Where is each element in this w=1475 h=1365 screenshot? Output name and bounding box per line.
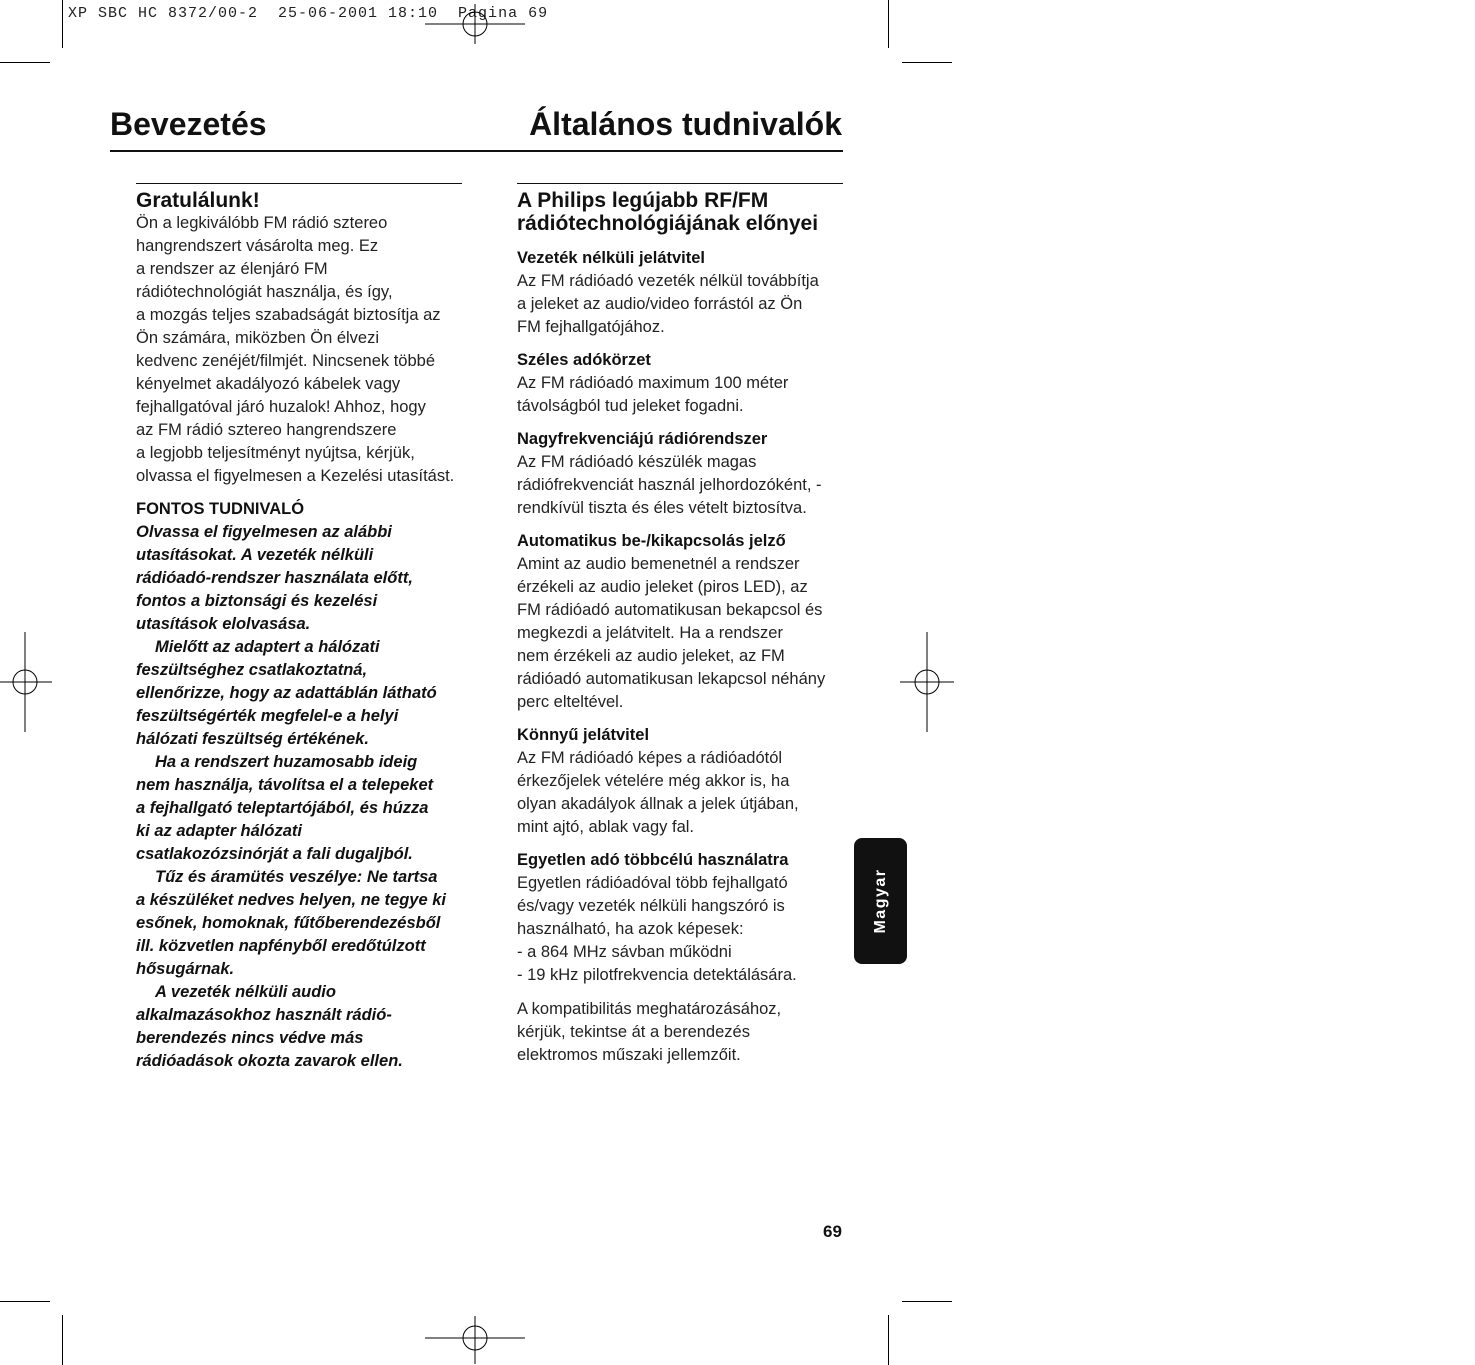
feature-section — [517, 724, 843, 839]
header-rule — [110, 150, 843, 152]
crop-mark — [0, 62, 50, 63]
benefits-heading: A Philips legújabb RF/FM rádiótechnológiájának előnyei — [517, 189, 819, 235]
registration-mark-icon — [425, 4, 525, 44]
intro-paragraph: Ön a legkiválóbb FM rádió sztereo hangrendszert vásárolta meg. Ez a rendszer az élenjáró FM rádiótechnológiát használja, és így, a mozgás teljes szabadságát biztosítja az Ön számára, miközben Ön élvezi kedvenc zenéjét/filmjét. Nincsenek többé kényelmet akadályozó kábelek vagy fejhallgatóval járó huzalok! Ahhoz, hogy az FM rádió sztereo hangrendszere a legjobb teljesítményt nyújtsa, kérjük, olvassa el figyelmesen a Kezelési utasítást. — [136, 214, 455, 485]
feature-text: Az FM rádióadó készülék magas rádiófrekvenciát használ jelhordozóként, - rendkívül tiszta és éles vételt biztosítva. — [517, 453, 822, 517]
feature-section — [517, 849, 843, 987]
important-paragraph: Mielőtt az adaptert a hálózati feszültséghez csatlakoztatná, ellenőrizze, hogy az adattáblán látható feszültségérték megfelel-e a helyi hálózati feszültség értékének. — [136, 638, 437, 748]
crop-mark — [62, 1315, 63, 1365]
feature-title: Könnyű jelátvitel — [517, 726, 650, 744]
important-paragraph: Olvassa el figyelmesen az alábbi utasításokat. A vezeték nélküli rádióadó-rendszer használata előtt, fontos a biztonsági és kezelési utasítások elolvasása. — [136, 523, 413, 633]
section-rule — [136, 183, 462, 184]
important-paragraph: A vezeték nélküli audio alkalmazásokhoz használt rádió- berendezés nincs védve más rádióadások okozta zavarok ellen. — [136, 983, 403, 1070]
registration-mark-icon — [0, 632, 52, 732]
header-section-right: Általános tudnivalók — [529, 106, 842, 142]
feature-text: Az FM rádióadó maximum 100 méter távolságból tud jeleket fogadni. — [517, 374, 789, 415]
important-title: FONTOS TUDNIVALÓ — [136, 500, 305, 518]
feature-text: Amint az audio bemenetnél a rendszer érzékeli az audio jeleket (piros LED), az FM rádióadó automatikusan bekapcsol és megkezdi a jelátvitelt. Ha a rendszer nem érzékeli az audio jeleket, az FM rádióadó automatikusan lekapcsol néhány perc elteltével. — [517, 555, 826, 711]
crop-mark — [888, 1315, 889, 1365]
page-number: 69 — [823, 1222, 842, 1241]
crop-mark — [0, 1301, 50, 1302]
feature-section — [517, 530, 843, 714]
crop-mark — [888, 0, 889, 48]
closing-paragraph: A kompatibilitás meghatározásához, kérjük, tekintse át a berendezés elektromos műszaki jellemzőit. — [517, 1000, 782, 1064]
congrats-heading: Gratulálunk! — [136, 189, 260, 212]
important-paragraph: Ha a rendszert huzamosabb ideig nem használja, távolítsa el a telepeket a fejhallgató teleptartójából, és húzza ki az adapter hálózati csatlakozózsinórját a fali dugaljból. — [136, 753, 434, 863]
feature-title: Nagyfrekvenciájú rádiórendszer — [517, 430, 768, 448]
registration-mark-icon — [425, 1316, 525, 1364]
feature-section — [517, 247, 843, 339]
crop-mark — [902, 1301, 952, 1302]
feature-text: Az FM rádióadó vezeték nélkül továbbítja a jeleket az audio/video forrástól az Ön FM fejhallgatójához. — [517, 272, 819, 336]
important-paragraph: Tűz és áramütés veszélye: Ne tartsa a készüléket nedves helyen, ne tegye ki esőnek, homoknak, fűtőberendezésből ill. közvetlen napfényből eredőtúlzott hősugárnak. — [136, 868, 446, 978]
left-column — [136, 183, 462, 1073]
section-rule — [517, 183, 843, 184]
print-slug-line: XP SBC HC 8372/00-2 25-06-2001 18:10 Pagina 69 — [68, 5, 549, 22]
right-column — [517, 183, 843, 1067]
feature-section — [517, 428, 843, 520]
feature-title: Egyetlen adó többcélú használatra — [517, 851, 789, 869]
feature-text: Egyetlen rádióadóval több fejhallgató és/vagy vezeték nélküli hangszóró is használható, ha azok képesek: - a 864 MHz sávban működni - 19 kHz pilotfrekvencia detektálására. — [517, 874, 797, 984]
header-section-left: Bevezetés — [110, 106, 267, 142]
language-tab — [854, 838, 907, 964]
language-tab-label: Magyar — [871, 868, 889, 934]
feature-title: Automatikus be-/kikapcsolás jelző — [517, 532, 786, 550]
registration-mark-icon — [900, 632, 954, 732]
feature-title: Vezeték nélküli jelátvitel — [517, 249, 706, 267]
crop-mark — [62, 0, 63, 48]
feature-text: Az FM rádióadó képes a rádióadótól érkezőjelek vételére még akkor is, ha olyan akadályok állnak a jelek útjában, mint ajtó, ablak vagy fal. — [517, 749, 799, 836]
crop-mark — [902, 62, 952, 63]
feature-section — [517, 349, 843, 418]
feature-title: Széles adókörzet — [517, 351, 651, 369]
